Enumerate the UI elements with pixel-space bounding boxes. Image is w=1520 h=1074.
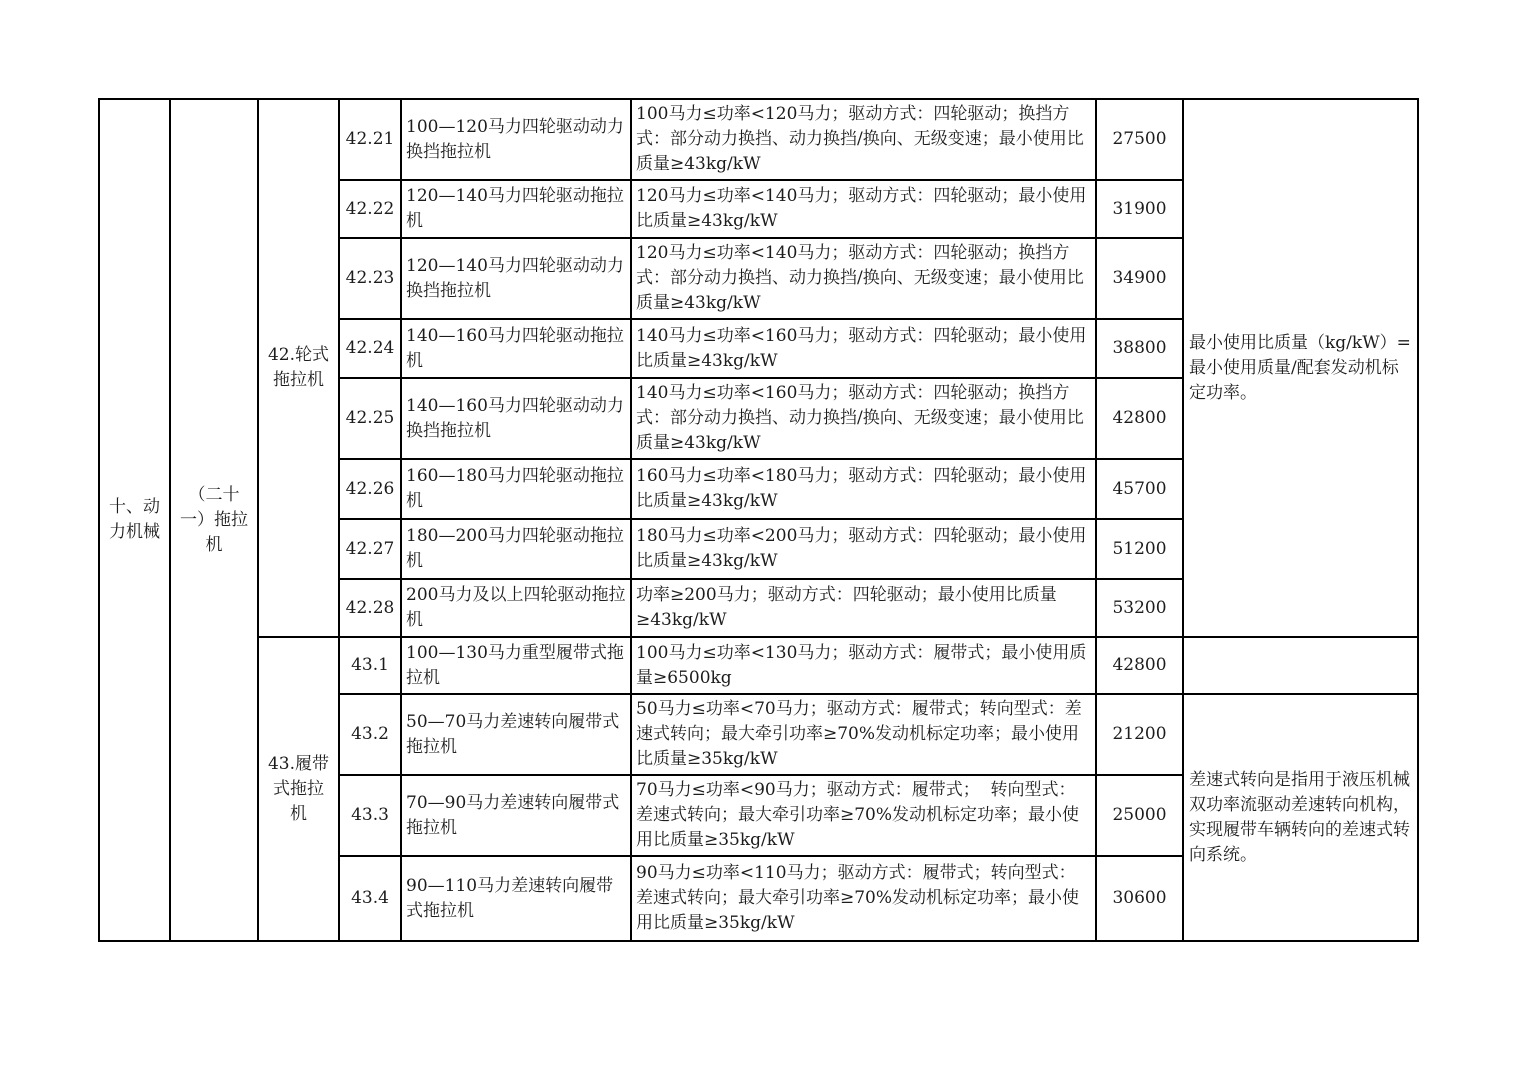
table-row [99, 99, 1418, 180]
item-code: 43.1 [339, 637, 401, 694]
item-amount: 38800 [1096, 319, 1183, 378]
item-spec: 120马力≤功率<140马力；驱动方式：四轮驱动；换挡方式：部分动力换挡、动力换挡/换向、无级变速；最小使用比质量≥43kg/kW [631, 238, 1096, 319]
item-amount: 34900 [1096, 238, 1183, 319]
item-name: 50—70马力差速转向履带式拖拉机 [401, 694, 631, 775]
item-name: 120—140马力四轮驱动动力换挡拖拉机 [401, 238, 631, 319]
item-code: 42.28 [339, 579, 401, 637]
machinery-subsidy-table [98, 98, 1419, 942]
item-code: 42.22 [339, 180, 401, 238]
item-code: 42.27 [339, 519, 401, 579]
item-spec: 180马力≤功率<200马力；驱动方式：四轮驱动；最小使用比质量≥43kg/kW [631, 519, 1096, 579]
note-cell-differential-steering: 差速式转向是指用于液压机械双功率流驱动差速转向机构，实现履带车辆转向的差速式转向系统。 [1183, 694, 1418, 941]
group-cell-wheeled-tractor: 42.轮式拖拉机 [258, 99, 339, 637]
item-name: 100—120马力四轮驱动动力换挡拖拉机 [401, 99, 631, 180]
group-cell-crawler-tractor: 43.履带式拖拉机 [258, 637, 339, 941]
item-name: 140—160马力四轮驱动动力换挡拖拉机 [401, 378, 631, 459]
item-spec: 50马力≤功率<70马力；驱动方式：履带式；转向型式：差速式转向；最大牵引功率≥70%发动机标定功率；最小使用比质量≥35kg/kW [631, 694, 1096, 775]
item-code: 42.24 [339, 319, 401, 378]
item-code: 42.26 [339, 459, 401, 519]
item-name: 70—90马力差速转向履带式拖拉机 [401, 775, 631, 856]
item-name: 90—110马力差速转向履带式拖拉机 [401, 856, 631, 941]
item-spec: 70马力≤功率<90马力；驱动方式：履带式； 转向型式：差速式转向；最大牵引功率≥70%发动机标定功率；最小使用比质量≥35kg/kW [631, 775, 1096, 856]
item-spec: 140马力≤功率<160马力；驱动方式：四轮驱动；换挡方式：部分动力换挡、动力换挡/换向、无级变速；最小使用比质量≥43kg/kW [631, 378, 1096, 459]
note-cell-empty [1183, 637, 1418, 694]
item-spec: 功率≥200马力；驱动方式：四轮驱动；最小使用比质量≥43kg/kW [631, 579, 1096, 637]
item-code: 42.25 [339, 378, 401, 459]
item-code: 43.3 [339, 775, 401, 856]
item-spec: 100马力≤功率<120马力；驱动方式：四轮驱动；换挡方式：部分动力换挡、动力换挡/换向、无级变速；最小使用比质量≥43kg/kW [631, 99, 1096, 180]
item-name: 120—140马力四轮驱动拖拉机 [401, 180, 631, 238]
item-code: 43.4 [339, 856, 401, 941]
item-spec: 100马力≤功率<130马力；驱动方式：履带式；最小使用质量≥6500kg [631, 637, 1096, 694]
item-name: 140—160马力四轮驱动拖拉机 [401, 319, 631, 378]
item-code: 42.23 [339, 238, 401, 319]
item-name: 200马力及以上四轮驱动拖拉机 [401, 579, 631, 637]
category-cell: 十、动力机械 [99, 99, 170, 941]
item-spec: 160马力≤功率<180马力；驱动方式：四轮驱动；最小使用比质量≥43kg/kW [631, 459, 1096, 519]
item-amount: 21200 [1096, 694, 1183, 775]
item-amount: 42800 [1096, 378, 1183, 459]
item-amount: 42800 [1096, 637, 1183, 694]
item-name: 160—180马力四轮驱动拖拉机 [401, 459, 631, 519]
subcategory-cell: （二十一）拖拉机 [170, 99, 258, 941]
table-row [99, 637, 1418, 694]
item-amount: 31900 [1096, 180, 1183, 238]
item-amount: 30600 [1096, 856, 1183, 941]
item-spec: 140马力≤功率<160马力；驱动方式：四轮驱动；最小使用比质量≥43kg/kW [631, 319, 1096, 378]
item-amount: 53200 [1096, 579, 1183, 637]
item-amount: 27500 [1096, 99, 1183, 180]
item-name: 180—200马力四轮驱动拖拉机 [401, 519, 631, 579]
item-spec: 90马力≤功率<110马力；驱动方式：履带式；转向型式：差速式转向；最大牵引功率≥70%发动机标定功率；最小使用比质量≥35kg/kW [631, 856, 1096, 941]
item-spec: 120马力≤功率<140马力；驱动方式：四轮驱动；最小使用比质量≥43kg/kW [631, 180, 1096, 238]
item-amount: 25000 [1096, 775, 1183, 856]
item-code: 42.21 [339, 99, 401, 180]
item-name: 100—130马力重型履带式拖拉机 [401, 637, 631, 694]
item-code: 43.2 [339, 694, 401, 775]
item-amount: 45700 [1096, 459, 1183, 519]
item-amount: 51200 [1096, 519, 1183, 579]
note-cell-min-specific-mass: 最小使用比质量（kg/kW）=最小使用质量/配套发动机标定功率。 [1183, 99, 1418, 637]
